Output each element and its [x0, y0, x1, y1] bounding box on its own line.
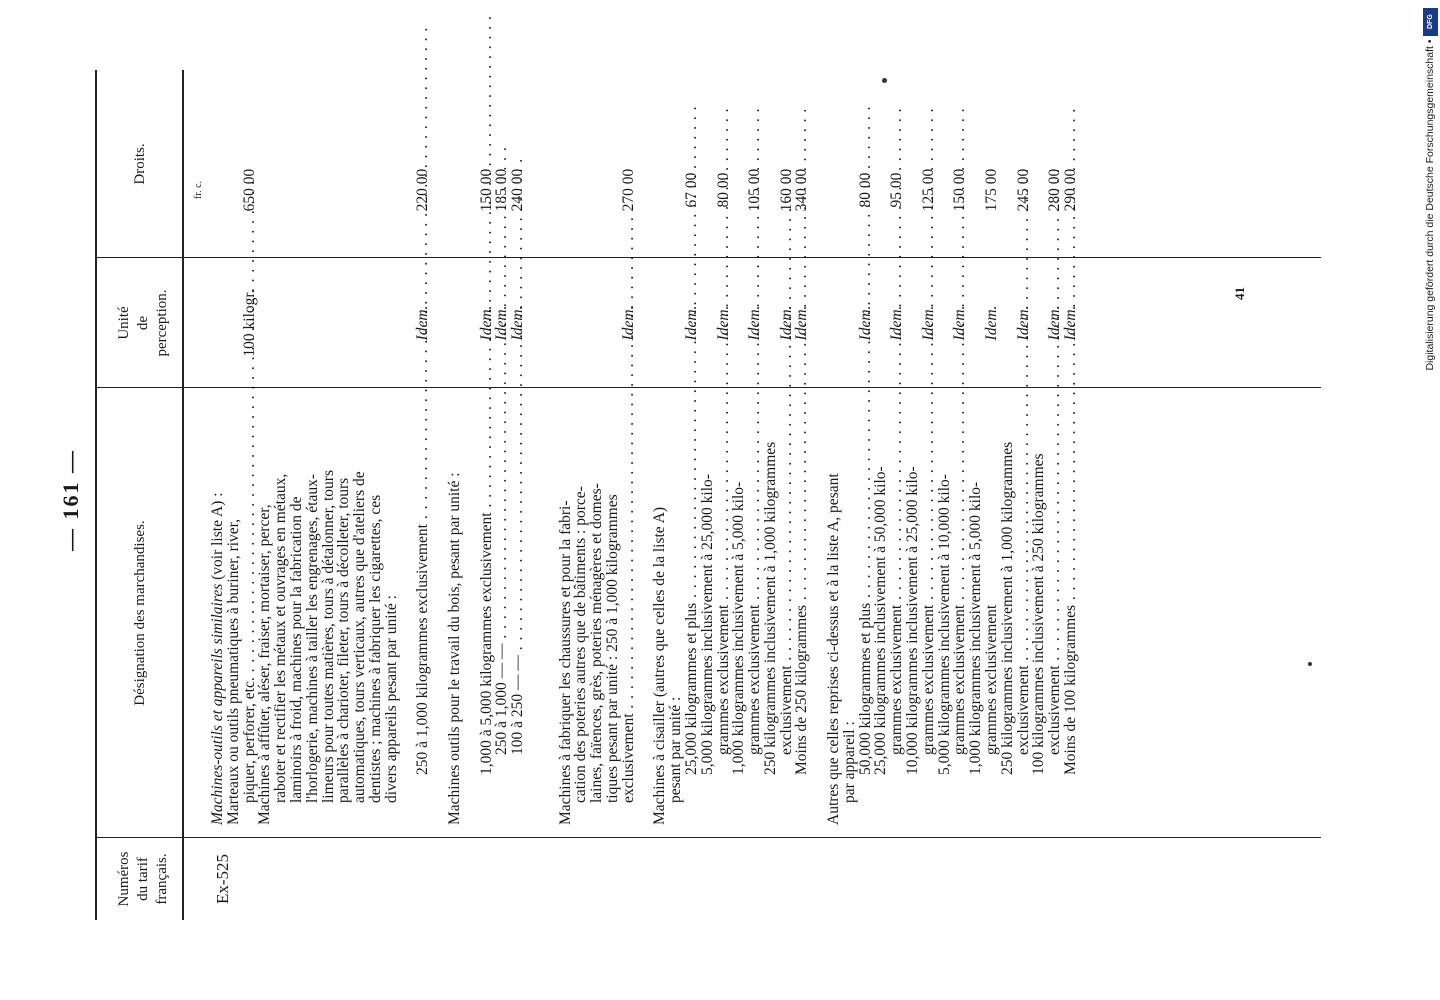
designation-line: cation des poteries autres que de bâtiments : porce-	[572, 486, 590, 803]
unit-cell: Idem.	[509, 305, 527, 341]
empty-cell	[352, 130, 368, 250]
designation-line: Machines-outils et appareils similaires (voir liste A) :	[209, 492, 226, 825]
duty-cell: 185 00	[493, 168, 511, 212]
empty-cell	[905, 130, 921, 250]
designation-column	[210, 395, 1079, 825]
unit-cell: Idem.	[951, 305, 969, 341]
designation-line: 1,000 kilogrammes inclusivement à 5,000 kilo-	[730, 481, 748, 775]
empty-cell	[668, 130, 684, 250]
row-gap	[810, 395, 826, 825]
empty-cell	[226, 130, 242, 250]
designation-line: 250 kilogrammes inclusivement à 1,000 kilogrammes	[761, 441, 779, 775]
designation-line: Machines à fabriquer les chaussures et pour la fabri-	[556, 500, 574, 825]
empty-cell	[826, 264, 842, 382]
duty-cell: 340 00	[793, 168, 811, 212]
empty-cell	[463, 264, 479, 382]
header-numeros: Numéros du tarif français.	[116, 851, 170, 907]
empty-cell	[352, 264, 368, 382]
empty-cell	[321, 130, 337, 250]
duty-cell: 150 00	[951, 168, 969, 212]
empty-cell	[368, 130, 384, 250]
designation-line: 5,000 kilogrammes inclusivement à 25,000 kilo-	[698, 474, 716, 775]
empty-cell	[431, 130, 447, 250]
empty-cell	[558, 130, 574, 250]
empty-cell	[384, 130, 400, 250]
duty-cell: 240 00	[509, 168, 527, 212]
empty-cell	[289, 130, 305, 250]
designation-line: exclusivement . . .	[779, 395, 795, 825]
empty-cell	[842, 130, 858, 250]
empty-cell	[589, 264, 605, 382]
empty-cell	[542, 130, 558, 250]
empty-cell	[257, 264, 273, 382]
designation-line: exclusivement . . .	[1047, 395, 1063, 825]
duty-cell: 67 00	[682, 172, 700, 208]
designation-line: parallèles à charioter, fileter, tours à décolleter, tours	[335, 477, 353, 803]
duty-cell: 175 00	[983, 168, 1001, 212]
duty-cell: 270 00	[619, 168, 637, 212]
header-unite: Unité de perception.	[116, 289, 170, 357]
unit-cell: Idem.	[1046, 305, 1064, 341]
duty-column	[210, 130, 1079, 250]
duty-cell: 105 00	[746, 168, 764, 212]
empty-cell	[700, 130, 716, 250]
empty-cell	[937, 264, 953, 382]
unit-cell: Idem.	[493, 305, 511, 341]
empty-cell	[210, 130, 226, 250]
empty-cell	[1031, 130, 1047, 250]
empty-cell	[589, 130, 605, 250]
designation-line: piquer, perforer, etc. . . .	[242, 395, 258, 825]
designation-line: 10,000 kilogrammes inclusivement à 25,000 kilo-	[904, 466, 922, 775]
designation-line: laines, faïences, grès, poteries ménagères et domes-	[588, 483, 606, 803]
designation-line: Machines à affûter, aléser, fraiser, mortaiser, percer,	[256, 504, 274, 825]
duty-cell: 80 00	[856, 172, 874, 208]
empty-cell	[305, 264, 321, 382]
empty-cell	[400, 130, 416, 250]
designation-line: 1,000 à 5,000 kilogrammes exclusivement . . .	[479, 395, 495, 825]
designation-line: par appareil :	[840, 721, 858, 803]
row-gap	[400, 395, 416, 825]
empty-cell	[1000, 130, 1016, 250]
designation-line: raboter et rectifier les métaux et ouvrages en métaux,	[272, 473, 290, 803]
empty-cell	[810, 264, 826, 382]
duty-cell: 245 00	[1014, 168, 1032, 212]
empty-cell	[637, 264, 653, 382]
empty-cell	[384, 264, 400, 382]
scan-speck	[882, 78, 887, 83]
header-rule	[182, 70, 184, 920]
empty-cell	[968, 264, 984, 382]
duty-cell: 125 00	[919, 168, 937, 212]
empty-cell	[968, 130, 984, 250]
designation-line: Machines à cisailler (autres que celles de la liste A)	[651, 506, 669, 825]
designation-line: 100 à 250 — — . . .	[510, 395, 526, 825]
empty-cell	[605, 130, 621, 250]
empty-cell	[447, 264, 463, 382]
unit-cell: Idem.	[919, 305, 937, 341]
unit-cell: Idem.	[856, 305, 874, 341]
designation-line: 250 à 1,000 kilogrammes exclusivement . . .	[415, 395, 431, 825]
column-divider	[95, 257, 1321, 258]
empty-cell	[273, 130, 289, 250]
designation-line: Machines outils pour le travail du bois, pesant par unité :	[445, 472, 463, 825]
unit-cell: Idem.	[1062, 305, 1080, 341]
empty-cell	[431, 264, 447, 382]
designation-line: 1,000 kilogrammes inclusivement à 5,000 kilo-	[967, 481, 985, 775]
designation-line: exclusivement . . .	[621, 395, 637, 825]
unit-cell: Idem.	[682, 305, 700, 341]
empty-cell	[1031, 264, 1047, 382]
designation-line: pesant par unité :	[667, 696, 685, 803]
empty-cell	[558, 264, 574, 382]
designation-line: laminoirs à froid, machines pour la fabrication de	[287, 496, 305, 803]
empty-cell	[826, 130, 842, 250]
empty-cell	[273, 264, 289, 382]
empty-cell	[605, 264, 621, 382]
designation-line: Marteaux ou outils pneumatiques à buriner, river,	[224, 518, 242, 825]
header-designation: Désignation des marchandises.	[132, 520, 148, 706]
designation-line: automatiques, tours verticaux, autres que d'ateliers de	[351, 471, 369, 803]
row-gap	[431, 395, 447, 825]
designation-line: grammes exclusivement . . .	[889, 395, 905, 825]
empty-cell	[226, 264, 242, 382]
page-number: — 161 —	[58, 449, 83, 551]
designation-line: limeurs pour toutes matières, tours à détalonner, tours	[319, 470, 337, 803]
empty-cell	[526, 130, 542, 250]
empty-cell	[937, 130, 953, 250]
empty-cell	[447, 130, 463, 250]
digitization-credit	[1420, 0, 1440, 1000]
unit-cell: Idem.	[414, 305, 432, 341]
unit-cell: Idem.	[777, 305, 795, 341]
empty-cell	[842, 264, 858, 382]
empty-cell	[210, 264, 226, 382]
empty-cell	[652, 130, 668, 250]
designation-line: 50,000 kilogrammes et plus . . .	[858, 395, 874, 825]
designation-line: divers appareils pesant par unité :	[382, 595, 400, 803]
duty-cell: 95 00	[888, 172, 906, 208]
designation-line: 25,000 kilogrammes et plus . . .	[684, 395, 700, 825]
empty-cell	[400, 264, 416, 382]
empty-cell	[542, 264, 558, 382]
designation-line: grammes exclusivement . . .	[952, 395, 968, 825]
empty-cell	[573, 264, 589, 382]
currency-units: fr. c.	[193, 180, 204, 200]
tariff-table	[95, 70, 1321, 920]
duty-cell: 290 00	[1062, 168, 1080, 212]
empty-cell	[810, 130, 826, 250]
row-gap	[637, 395, 653, 825]
unit-cell: Idem.	[619, 305, 637, 341]
designation-line: dentistes ; machines à fabriquer les cigarettes, ces	[366, 494, 384, 803]
empty-cell	[873, 264, 889, 382]
empty-cell	[731, 130, 747, 250]
row-gap	[542, 395, 558, 825]
designation-line: Moins de 250 kilogrammes . . .	[794, 395, 810, 825]
designation-line: grammes exclusivement	[983, 604, 1001, 755]
footer-number: 41	[1232, 287, 1247, 300]
empty-cell	[700, 264, 716, 382]
empty-cell	[336, 130, 352, 250]
duty-cell: 160 00	[777, 168, 795, 212]
row-gap	[526, 395, 542, 825]
empty-cell	[668, 264, 684, 382]
top-rule	[95, 70, 97, 920]
designation-line: Autres que celles reprises ci-dessus et à la liste A, pesant	[825, 473, 843, 825]
empty-cell	[731, 264, 747, 382]
dfg-logo: DFG	[1423, 8, 1438, 36]
credit-text: Digitalisierung gefördert durch die Deutsche Forschungsgemeinschaft •	[1424, 39, 1436, 371]
empty-cell	[1000, 264, 1016, 382]
empty-cell	[652, 264, 668, 382]
unit-cell: Idem.	[1014, 305, 1032, 341]
unit-cell: 100 kilogr.	[240, 289, 258, 357]
column-divider	[95, 387, 1321, 388]
unit-cell: Idem.	[746, 305, 764, 341]
column-divider	[95, 837, 1321, 838]
designation-line: 250 à 1,000 — — . . .	[494, 395, 510, 825]
empty-cell	[573, 130, 589, 250]
designation-line: tiques pesant par unité : 250 à 1,000 kilogrammes	[603, 494, 621, 803]
designation-line: grammes exclusivement . . .	[716, 395, 732, 825]
empty-cell	[336, 264, 352, 382]
unit-cell: Idem.	[793, 305, 811, 341]
designation-line: 250 kilogrammes inclusivement à 1,000 kilogrammes	[998, 441, 1016, 775]
unit-cell: Idem.	[714, 305, 732, 341]
empty-cell	[321, 264, 337, 382]
designation-line: Moins de 100 kilogrammes . . .	[1063, 395, 1079, 825]
empty-cell	[637, 130, 653, 250]
scan-speck	[1308, 662, 1312, 666]
empty-cell	[763, 130, 779, 250]
row-gap	[463, 395, 479, 825]
designation-line: 25,000 kilogrammes inclusivement à 50,000 kilo-	[872, 466, 890, 775]
empty-cell	[463, 130, 479, 250]
designation-line: exclusivement . . .	[1016, 395, 1032, 825]
duty-cell: 150 00	[477, 168, 495, 212]
designation-line: 5,000 kilogrammes inclusivement à 10,000 kilo-	[935, 474, 953, 775]
unit-cell: Idem.	[983, 305, 1001, 341]
duty-cell: 650 00	[240, 168, 258, 212]
empty-cell	[763, 264, 779, 382]
unit-cell: Idem.	[888, 305, 906, 341]
empty-cell	[305, 130, 321, 250]
designation-line: l'horlogerie, machines à tailler les engrenages, étaux-	[303, 473, 321, 803]
designation-line: grammes exclusivement . . .	[747, 395, 763, 825]
unit-column	[210, 264, 1079, 382]
tariff-code: Ex-525	[213, 853, 232, 905]
empty-cell	[905, 264, 921, 382]
empty-cell	[368, 264, 384, 382]
designation-line: 100 kilogrammes inclusivement à 250 kilogrammes	[1030, 453, 1048, 775]
unit-cell: Idem.	[477, 305, 495, 341]
duty-cell: 280 00	[1046, 168, 1064, 212]
header-droits: Droits.	[132, 143, 148, 185]
empty-cell	[873, 130, 889, 250]
duty-cell: 220 00	[414, 168, 432, 212]
empty-cell	[257, 130, 273, 250]
empty-cell	[289, 264, 305, 382]
designation-line: grammes exclusivement . . .	[921, 395, 937, 825]
empty-cell	[526, 264, 542, 382]
duty-cell: 80 00	[714, 172, 732, 208]
